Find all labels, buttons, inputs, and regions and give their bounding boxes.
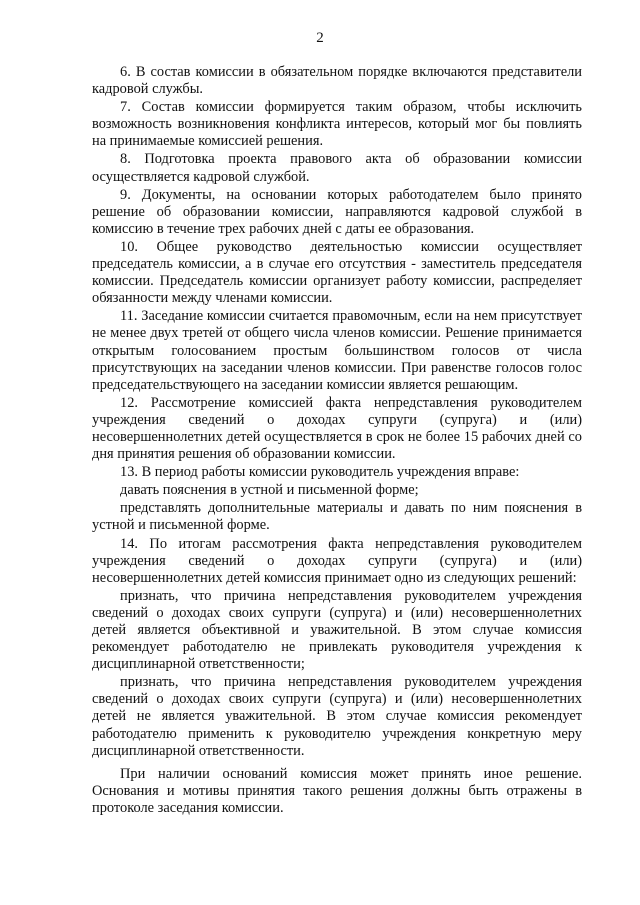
paragraph-closing: При наличии оснований комиссия может принять иное решение. Основания и мотивы принятия такого решения должны быть отражены в протоколе заседания комиссии. bbox=[92, 765, 582, 816]
paragraph-13-item-2: представлять дополнительные материалы и давать по ним пояснения в устной и письменной форме. bbox=[92, 500, 582, 534]
page-number: 2 bbox=[316, 30, 324, 46]
paragraph-14-option-2: признать, что причина непредставления руководителем учреждения сведений о доходах своих супруги (супруга) и (или) несовершеннолетних детей не является уважительной. В этом случае комиссия рекомендует работодателю применить к руководителю учреждения конкретную меру дисциплинарной ответственности. bbox=[92, 674, 582, 759]
paragraph-13-item-1: давать пояснения в устной и письменной форме; bbox=[120, 482, 419, 499]
paragraph-6: 6. В состав комиссии в обязательном порядке включаются представители кадровой службы. bbox=[92, 64, 582, 98]
paragraph-8: 8. Подготовка проекта правового акта об образовании комиссии осуществляется кадровой службой. bbox=[92, 151, 582, 185]
paragraph-7: 7. Состав комиссии формируется таким образом, чтобы исключить возможность возникновения конфликта интересов, который мог бы повлиять на принимаемые комиссией решения. bbox=[92, 99, 582, 150]
paragraph-13: 13. В период работы комиссии руководитель учреждения вправе: bbox=[120, 464, 520, 481]
paragraph-9: 9. Документы, на основании которых работодателем было принято решение об образовании комиссии, направляются кадровой службой в комиссию в течение трех рабочих дней с даты ее образования. bbox=[92, 186, 582, 237]
paragraph-11: 11. Заседание комиссии считается правомочным, если на нем присутствует не менее двух третей от общего числа членов комиссии. Решение принимается открытым голосованием простым большинством голосов от числа присутствующих на заседании членов комиссии. При равенстве голосов голос председательствующего на заседании комиссии является решающим. bbox=[92, 308, 582, 393]
paragraph-10: 10. Общее руководство деятельностью комиссии осуществляет председатель комиссии, а в случае его отсутствия - заместитель председателя комиссии. Председатель комиссии организует работу комиссии, распределяет обязанности между членами комиссии. bbox=[92, 238, 582, 307]
document-body bbox=[92, 64, 582, 818]
paragraph-14-option-1: признать, что причина непредставления руководителем учреждения сведений о доходах своих супруги (супруга) и (или) несовершеннолетних детей является объективной и уважительной. В этом случае комиссия рекомендует работодателю не привлекать руководителя учреждения к дисциплинарной ответственности; bbox=[92, 587, 582, 673]
paragraph-12: 12. Рассмотрение комиссией факта непредставления руководителем учреждения сведений о доходах супруги (супруга) и (или) несовершеннолетних детей осуществляется в срок не более 15 рабочих дней со дня принятия решения об образовании комиссии. bbox=[92, 394, 582, 463]
paragraph-14: 14. По итогам рассмотрения факта непредставления руководителем учреждения сведений о доходах супруги (супруга) и (или) несовершеннолетних детей комиссия принимает одно из следующих решений: bbox=[92, 535, 582, 586]
